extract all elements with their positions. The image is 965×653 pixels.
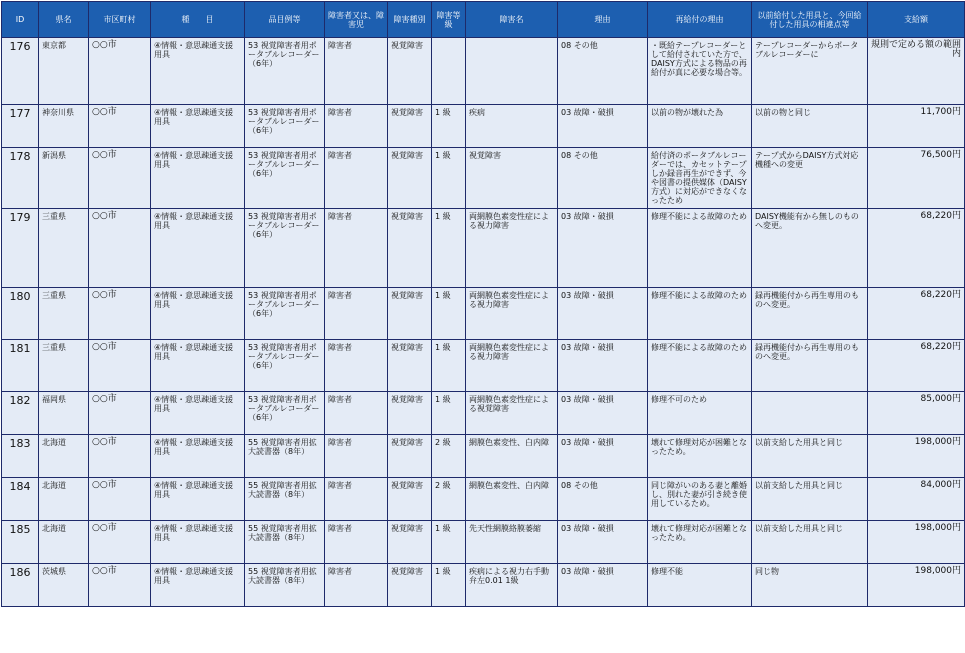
cell-id: 181 [2, 340, 39, 392]
table-row [2, 288, 965, 340]
cell-disability-type: 視覚障害 [388, 105, 432, 148]
cell-disability-type: 視覚障害 [388, 478, 432, 521]
cell-kind: ④情報・意思疎通支援用具 [151, 105, 245, 148]
cell-kind: ④情報・意思疎通支援用具 [151, 340, 245, 392]
cell-id: 185 [2, 521, 39, 564]
cell-difference: 録再機能付から再生専用のものへ変更。 [752, 288, 868, 340]
cell-disability-type: 視覚障害 [388, 288, 432, 340]
cell-refund-reason: 修理不可のため [648, 392, 752, 435]
cell-difference: テープレコーダーからポータブルレコーダーに [752, 38, 868, 105]
cell-difference: テープ式からDAISY方式対応機種への変更 [752, 148, 868, 209]
cell-prefecture: 東京都 [39, 38, 89, 105]
cell-person: 障害者 [325, 392, 388, 435]
cell-person: 障害者 [325, 105, 388, 148]
cell-amount: 68,220円 [868, 288, 965, 340]
cell-difference: 以前の物と同じ [752, 105, 868, 148]
cell-refund-reason: 修理不能 [648, 564, 752, 607]
cell-city: ○○市 [89, 209, 151, 288]
table-row [2, 105, 965, 148]
header-disability-name: 障害名 [466, 2, 558, 38]
cell-grade: 1 級 [432, 340, 466, 392]
cell-disability-type: 視覚障害 [388, 148, 432, 209]
table-row [2, 340, 965, 392]
cell-amount: 198,000円 [868, 435, 965, 478]
cell-disability-name: 網膜色素変性、白内障 [466, 435, 558, 478]
cell-reason: 03 故障・破損 [558, 564, 648, 607]
cell-difference: 以前支給した用具と同じ [752, 521, 868, 564]
cell-prefecture: 茨城県 [39, 564, 89, 607]
cell-id: 184 [2, 478, 39, 521]
header-kind: 種 目 [151, 2, 245, 38]
cell-refund-reason: 給付済のポータブルレコーダーでは、カセットテープしか録音再生ができず、今や図書の提供媒体（DAISY方式）に対応ができなくなったため [648, 148, 752, 209]
cell-disability-name [466, 38, 558, 105]
cell-person: 障害者 [325, 148, 388, 209]
cell-prefecture: 北海道 [39, 435, 89, 478]
cell-refund-reason: 修理不能による故障のため [648, 288, 752, 340]
table-row [2, 435, 965, 478]
cell-kind: ④情報・意思疎通支援用具 [151, 209, 245, 288]
cell-disability-name: 疾病 [466, 105, 558, 148]
cell-grade: 1 級 [432, 288, 466, 340]
cell-prefecture: 北海道 [39, 478, 89, 521]
cell-kind: ④情報・意思疎通支援用具 [151, 38, 245, 105]
cell-kind: ④情報・意思疎通支援用具 [151, 288, 245, 340]
cell-id: 176 [2, 38, 39, 105]
cell-kind: ④情報・意思疎通支援用具 [151, 564, 245, 607]
cell-amount: 規則で定める額の範囲内 [868, 38, 965, 105]
cell-refund-reason: 修理不能による故障のため [648, 340, 752, 392]
header-reason: 理由 [558, 2, 648, 38]
cell-item: 53 視覚障害者用ポータブルレコーダー（6年） [245, 209, 325, 288]
table-row [2, 209, 965, 288]
cell-disability-name: 疾病による視力右手動弁左0.01 1級 [466, 564, 558, 607]
cell-amount: 198,000円 [868, 521, 965, 564]
cell-kind: ④情報・意思疎通支援用具 [151, 478, 245, 521]
cell-refund-reason: ・既給テープレコーダーとして給付されていた方で、DAISY方式による物品の再給付が真に必要な場合等。 [648, 38, 752, 105]
cell-person: 障害者 [325, 478, 388, 521]
refund-table [1, 1, 965, 607]
cell-reason: 03 故障・破損 [558, 435, 648, 478]
cell-grade: 1 級 [432, 105, 466, 148]
cell-person: 障害者 [325, 209, 388, 288]
cell-refund-reason: 修理不能による故障のため [648, 209, 752, 288]
cell-disability-name: 両網膜色素変性症による視力障害 [466, 340, 558, 392]
header-amount: 支給額 [868, 2, 965, 38]
cell-amount: 68,220円 [868, 340, 965, 392]
cell-id: 177 [2, 105, 39, 148]
header-person: 障害者又は、障害児 [325, 2, 388, 38]
cell-city: ○○市 [89, 521, 151, 564]
cell-grade: 1 級 [432, 148, 466, 209]
cell-grade [432, 38, 466, 105]
cell-difference [752, 392, 868, 435]
table-row [2, 478, 965, 521]
header-difference: 以前給付した用具と、今回給付した用具の相違点等 [752, 2, 868, 38]
header-item: 品目例等 [245, 2, 325, 38]
cell-reason: 08 その他 [558, 148, 648, 209]
table-row [2, 521, 965, 564]
cell-person: 障害者 [325, 340, 388, 392]
cell-city: ○○市 [89, 392, 151, 435]
cell-kind: ④情報・意思疎通支援用具 [151, 521, 245, 564]
cell-prefecture: 三重県 [39, 209, 89, 288]
cell-id: 183 [2, 435, 39, 478]
cell-city: ○○市 [89, 478, 151, 521]
cell-city: ○○市 [89, 288, 151, 340]
header-grade: 障害等級 [432, 2, 466, 38]
cell-disability-name: 網膜色素変性、白内障 [466, 478, 558, 521]
cell-reason: 03 故障・破損 [558, 288, 648, 340]
cell-prefecture: 新潟県 [39, 148, 89, 209]
cell-disability-type: 視覚障害 [388, 209, 432, 288]
cell-disability-name: 先天性網膜絡膜萎縮 [466, 521, 558, 564]
cell-id: 182 [2, 392, 39, 435]
cell-person: 障害者 [325, 564, 388, 607]
cell-difference: 同じ物 [752, 564, 868, 607]
cell-id: 180 [2, 288, 39, 340]
cell-grade: 1 級 [432, 209, 466, 288]
cell-reason: 03 故障・破損 [558, 209, 648, 288]
cell-reason: 03 故障・破損 [558, 340, 648, 392]
cell-amount: 85,000円 [868, 392, 965, 435]
header-row [2, 2, 965, 38]
cell-item: 55 視覚障害者用拡大読書器（8年） [245, 478, 325, 521]
cell-kind: ④情報・意思疎通支援用具 [151, 148, 245, 209]
cell-reason: 08 その他 [558, 478, 648, 521]
cell-city: ○○市 [89, 564, 151, 607]
cell-city: ○○市 [89, 340, 151, 392]
cell-refund-reason: 同じ障がいのある妻と離婚し、別れた妻が引き続き使用しているため。 [648, 478, 752, 521]
cell-disability-type: 視覚障害 [388, 38, 432, 105]
cell-disability-name: 視覚障害 [466, 148, 558, 209]
header-disability-type: 障害種別 [388, 2, 432, 38]
cell-city: ○○市 [89, 435, 151, 478]
cell-person: 障害者 [325, 521, 388, 564]
cell-amount: 68,220円 [868, 209, 965, 288]
cell-prefecture: 福岡県 [39, 392, 89, 435]
cell-prefecture: 北海道 [39, 521, 89, 564]
cell-difference: DAISY機能有から無しのものへ変更。 [752, 209, 868, 288]
cell-person: 障害者 [325, 288, 388, 340]
cell-item: 55 視覚障害者用拡大読書器（8年） [245, 564, 325, 607]
cell-refund-reason: 壊れて修理対応が困難となったため。 [648, 435, 752, 478]
cell-city: ○○市 [89, 38, 151, 105]
cell-disability-type: 視覚障害 [388, 564, 432, 607]
cell-amount: 84,000円 [868, 478, 965, 521]
cell-item: 55 視覚障害者用拡大読書器（8年） [245, 521, 325, 564]
cell-reason: 08 その他 [558, 38, 648, 105]
cell-grade: 1 級 [432, 564, 466, 607]
cell-difference: 録再機能付から再生専用のものへ変更。 [752, 340, 868, 392]
cell-item: 53 視覚障害者用ポータブルレコーダー（6年） [245, 288, 325, 340]
cell-item: 53 視覚障害者用ポータブルレコーダー（6年） [245, 392, 325, 435]
cell-city: ○○市 [89, 105, 151, 148]
cell-item: 55 視覚障害者用拡大読書器（8年） [245, 435, 325, 478]
cell-item: 53 視覚障害者用ポータブルレコーダー（6年） [245, 340, 325, 392]
cell-grade: 2 級 [432, 478, 466, 521]
cell-id: 179 [2, 209, 39, 288]
cell-disability-name: 両網膜色素変性症による視力障害 [466, 209, 558, 288]
cell-reason: 03 故障・破損 [558, 105, 648, 148]
cell-id: 186 [2, 564, 39, 607]
cell-kind: ④情報・意思疎通支援用具 [151, 392, 245, 435]
cell-disability-name: 両網膜色素変性症による視覚障害 [466, 392, 558, 435]
table-row [2, 564, 965, 607]
cell-id: 178 [2, 148, 39, 209]
cell-reason: 03 故障・破損 [558, 392, 648, 435]
cell-disability-type: 視覚障害 [388, 521, 432, 564]
cell-item: 53 視覚障害者用ポータブルレコーダー（6年） [245, 148, 325, 209]
cell-disability-type: 視覚障害 [388, 340, 432, 392]
cell-grade: 1 級 [432, 392, 466, 435]
table-row [2, 392, 965, 435]
cell-reason: 03 故障・破損 [558, 521, 648, 564]
cell-prefecture: 神奈川県 [39, 105, 89, 148]
cell-amount: 198,000円 [868, 564, 965, 607]
header-prefecture: 県名 [39, 2, 89, 38]
cell-city: ○○市 [89, 148, 151, 209]
cell-refund-reason: 以前の物が壊れた為 [648, 105, 752, 148]
cell-difference: 以前支給した用具と同じ [752, 435, 868, 478]
cell-disability-type: 視覚障害 [388, 392, 432, 435]
cell-person: 障害者 [325, 38, 388, 105]
cell-disability-type: 視覚障害 [388, 435, 432, 478]
cell-refund-reason: 壊れて修理対応が困難となったため。 [648, 521, 752, 564]
cell-person: 障害者 [325, 435, 388, 478]
header-city: 市区町村 [89, 2, 151, 38]
cell-grade: 1 級 [432, 521, 466, 564]
table-row [2, 38, 965, 105]
table-row [2, 148, 965, 209]
cell-kind: ④情報・意思疎通支援用具 [151, 435, 245, 478]
cell-amount: 76,500円 [868, 148, 965, 209]
cell-difference: 以前支給した用具と同じ [752, 478, 868, 521]
cell-prefecture: 三重県 [39, 288, 89, 340]
cell-item: 53 視覚障害者用ポータブルレコーダー（6年） [245, 105, 325, 148]
cell-item: 53 視覚障害者用ポータブルレコーダー（6年） [245, 38, 325, 105]
cell-grade: 2 級 [432, 435, 466, 478]
header-id: ID [2, 2, 39, 38]
cell-prefecture: 三重県 [39, 340, 89, 392]
header-refund-reason: 再給付の理由 [648, 2, 752, 38]
cell-amount: 11,700円 [868, 105, 965, 148]
cell-disability-name: 両網膜色素変性症による視力障害 [466, 288, 558, 340]
